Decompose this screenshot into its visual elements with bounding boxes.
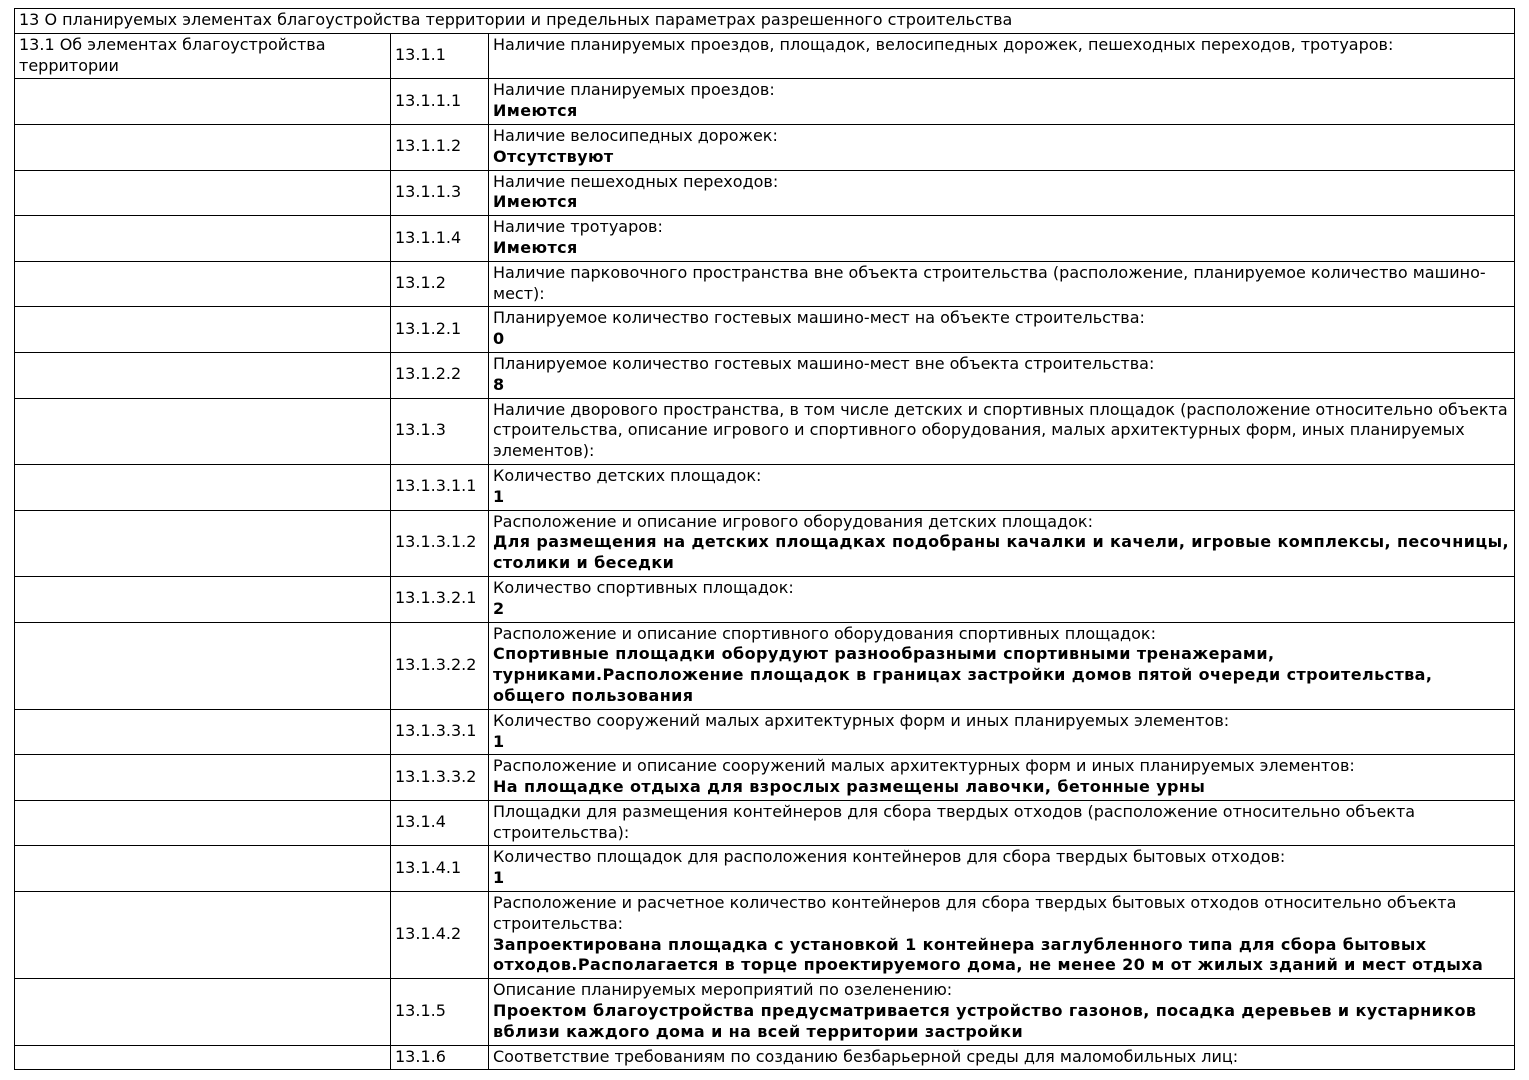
item-label: Наличие планируемых проездов, площадок, велосипедных дорожек, пешеходных переходов, тротуаров:	[493, 34, 1394, 54]
item-value: Имеются	[493, 192, 578, 212]
section-empty-cell	[15, 576, 391, 622]
item-value: 2	[493, 598, 505, 618]
table-row	[15, 755, 1515, 801]
section-empty-cell	[15, 622, 391, 709]
table-header: 13 О планируемых элементах благоустройства территории и предельных параметрах разрешенного строительства	[15, 9, 1515, 34]
table-row	[15, 979, 1515, 1045]
item-code: 13.1.5	[391, 979, 489, 1045]
section-empty-cell	[15, 979, 391, 1045]
item-label: Количество спортивных площадок:	[493, 577, 794, 597]
item-value: 1	[493, 486, 505, 506]
item-label: Планируемое количество гостевых машино-мест на объекте строительства:	[493, 308, 1145, 328]
item-description-cell	[489, 170, 1515, 216]
item-label: Наличие тротуаров:	[493, 217, 663, 237]
item-description-cell	[489, 800, 1515, 846]
declaration-table-body	[15, 9, 1515, 1070]
item-description-cell	[489, 892, 1515, 979]
item-value: Имеются	[493, 101, 578, 121]
item-label: Расположение и описание спортивного оборудования спортивных площадок:	[493, 623, 1156, 643]
item-label: Соответствие требованиям по созданию безбарьерной среды для маломобильных лиц:	[493, 1046, 1239, 1066]
item-code: 13.1.3.3.2	[391, 755, 489, 801]
item-code: 13.1.3.1.1	[391, 464, 489, 510]
table-row	[15, 170, 1515, 216]
item-value: 8	[493, 374, 505, 394]
item-code: 13.1.2	[391, 261, 489, 307]
item-code: 13.1.3.3.1	[391, 709, 489, 755]
table-row	[15, 307, 1515, 353]
item-label: Количество сооружений малых архитектурных форм и иных планируемых элементов:	[493, 710, 1230, 730]
item-code: 13.1.1.1	[391, 79, 489, 125]
table-row	[15, 892, 1515, 979]
item-code: 13.1.1.2	[391, 124, 489, 170]
item-description-cell	[489, 352, 1515, 398]
item-description-cell	[489, 979, 1515, 1045]
table-row	[15, 510, 1515, 576]
section-empty-cell	[15, 170, 391, 216]
item-description-cell	[489, 622, 1515, 709]
declaration-table	[14, 8, 1515, 1070]
item-description-cell	[489, 216, 1515, 262]
section-empty-cell	[15, 398, 391, 464]
item-description-cell	[489, 464, 1515, 510]
section-empty-cell	[15, 1045, 391, 1070]
section-empty-cell	[15, 124, 391, 170]
item-label: Количество детских площадок:	[493, 465, 762, 485]
table-row	[15, 33, 1515, 79]
section-empty-cell	[15, 510, 391, 576]
item-value: Для размещения на детских площадках подобраны качалки и качели, игровые комплексы, песочницы, столики и беседки	[493, 532, 1509, 573]
section-empty-cell	[15, 709, 391, 755]
table-header-row	[15, 9, 1515, 34]
item-value: Спортивные площадки оборудуют разнообразными спортивными тренажерами, турниками.Расположение площадок в границах застройки домов пятой очереди строительства, общего пользования	[493, 644, 1433, 705]
item-label: Площадки для размещения контейнеров для сбора твердых отходов (расположение относительно объекта строительства):	[493, 801, 1416, 842]
section-empty-cell	[15, 464, 391, 510]
item-description-cell	[489, 709, 1515, 755]
section-empty-cell	[15, 892, 391, 979]
table-row	[15, 709, 1515, 755]
section-empty-cell	[15, 307, 391, 353]
item-code: 13.1.1.4	[391, 216, 489, 262]
section-empty-cell	[15, 216, 391, 262]
table-row	[15, 216, 1515, 262]
item-code: 13.1.1	[391, 33, 489, 79]
item-description-cell	[489, 307, 1515, 353]
section-title-cell: 13.1 Об элементах благоустройства территории	[15, 33, 391, 79]
item-code: 13.1.3	[391, 398, 489, 464]
table-row	[15, 800, 1515, 846]
item-description-cell	[489, 398, 1515, 464]
item-description-cell	[489, 33, 1515, 79]
item-value: Отсутствуют	[493, 146, 614, 166]
item-label: Наличие пешеходных переходов:	[493, 171, 779, 191]
item-label: Расположение и описание игрового оборудования детских площадок:	[493, 511, 1093, 531]
item-label: Расположение и расчетное количество контейнеров для сбора твердых бытовых отходов относительно объекта строительства:	[493, 893, 1457, 933]
item-value: 1	[493, 868, 505, 888]
item-code: 13.1.4.1	[391, 846, 489, 892]
item-label: Количество площадок для расположения контейнеров для сбора твердых бытовых отходов:	[493, 847, 1286, 867]
item-label: Наличие парковочного пространства вне объекта строительства (расположение, планируемое количество машино-мест):	[493, 262, 1486, 303]
section-empty-cell	[15, 352, 391, 398]
item-label: Наличие дворового пространства, в том числе детских и спортивных площадок (расположение относительно объекта строительства, описание игрового и спортивного оборудования, малых архитектурных форм, иных планируемых элементов):	[493, 399, 1508, 461]
table-row	[15, 622, 1515, 709]
section-empty-cell	[15, 800, 391, 846]
item-label: Планируемое количество гостевых машино-мест вне объекта строительства:	[493, 353, 1155, 373]
item-code: 13.1.2.2	[391, 352, 489, 398]
item-description-cell	[489, 846, 1515, 892]
item-value: 0	[493, 329, 505, 349]
section-empty-cell	[15, 79, 391, 125]
section-empty-cell	[15, 846, 391, 892]
table-row	[15, 261, 1515, 307]
table-row	[15, 398, 1515, 464]
item-description-cell	[489, 79, 1515, 125]
table-row	[15, 352, 1515, 398]
item-code: 13.1.3.2.1	[391, 576, 489, 622]
item-code: 13.1.3.2.2	[391, 622, 489, 709]
item-value: Имеются	[493, 237, 578, 257]
table-row	[15, 124, 1515, 170]
table-row	[15, 576, 1515, 622]
item-label: Описание планируемых мероприятий по озеленению:	[493, 980, 953, 1000]
table-row	[15, 1045, 1515, 1070]
item-label: Наличие планируемых проездов:	[493, 80, 775, 100]
item-value: Запроектирована площадка с установкой 1 контейнера заглубленного типа для сбора бытовых отходов.Располагается в торце проектируемого дома, не менее 20 м от жилых зданий и мест отдыха	[493, 934, 1484, 975]
item-value: 1	[493, 731, 505, 751]
table-row	[15, 464, 1515, 510]
table-row	[15, 79, 1515, 125]
item-description-cell	[489, 1045, 1515, 1070]
item-value: На площадке отдыха для взрослых размещены лавочки, бетонные урны	[493, 777, 1206, 797]
item-code: 13.1.2.1	[391, 307, 489, 353]
section-empty-cell	[15, 261, 391, 307]
item-description-cell	[489, 510, 1515, 576]
item-description-cell	[489, 755, 1515, 801]
item-description-cell	[489, 261, 1515, 307]
item-label: Наличие велосипедных дорожек:	[493, 125, 778, 145]
item-code: 13.1.3.1.2	[391, 510, 489, 576]
item-label: Расположение и описание сооружений малых архитектурных форм и иных планируемых элементов:	[493, 756, 1355, 776]
item-description-cell	[489, 124, 1515, 170]
item-code: 13.1.6	[391, 1045, 489, 1070]
item-description-cell	[489, 576, 1515, 622]
section-empty-cell	[15, 755, 391, 801]
item-value: Проектом благоустройства предусматривается устройство газонов, посадка деревьев и кустарников вблизи каждого дома и на всей территории застройки	[493, 1001, 1477, 1041]
item-code: 13.1.4	[391, 800, 489, 846]
item-code: 13.1.1.3	[391, 170, 489, 216]
table-row	[15, 846, 1515, 892]
item-code: 13.1.4.2	[391, 892, 489, 979]
